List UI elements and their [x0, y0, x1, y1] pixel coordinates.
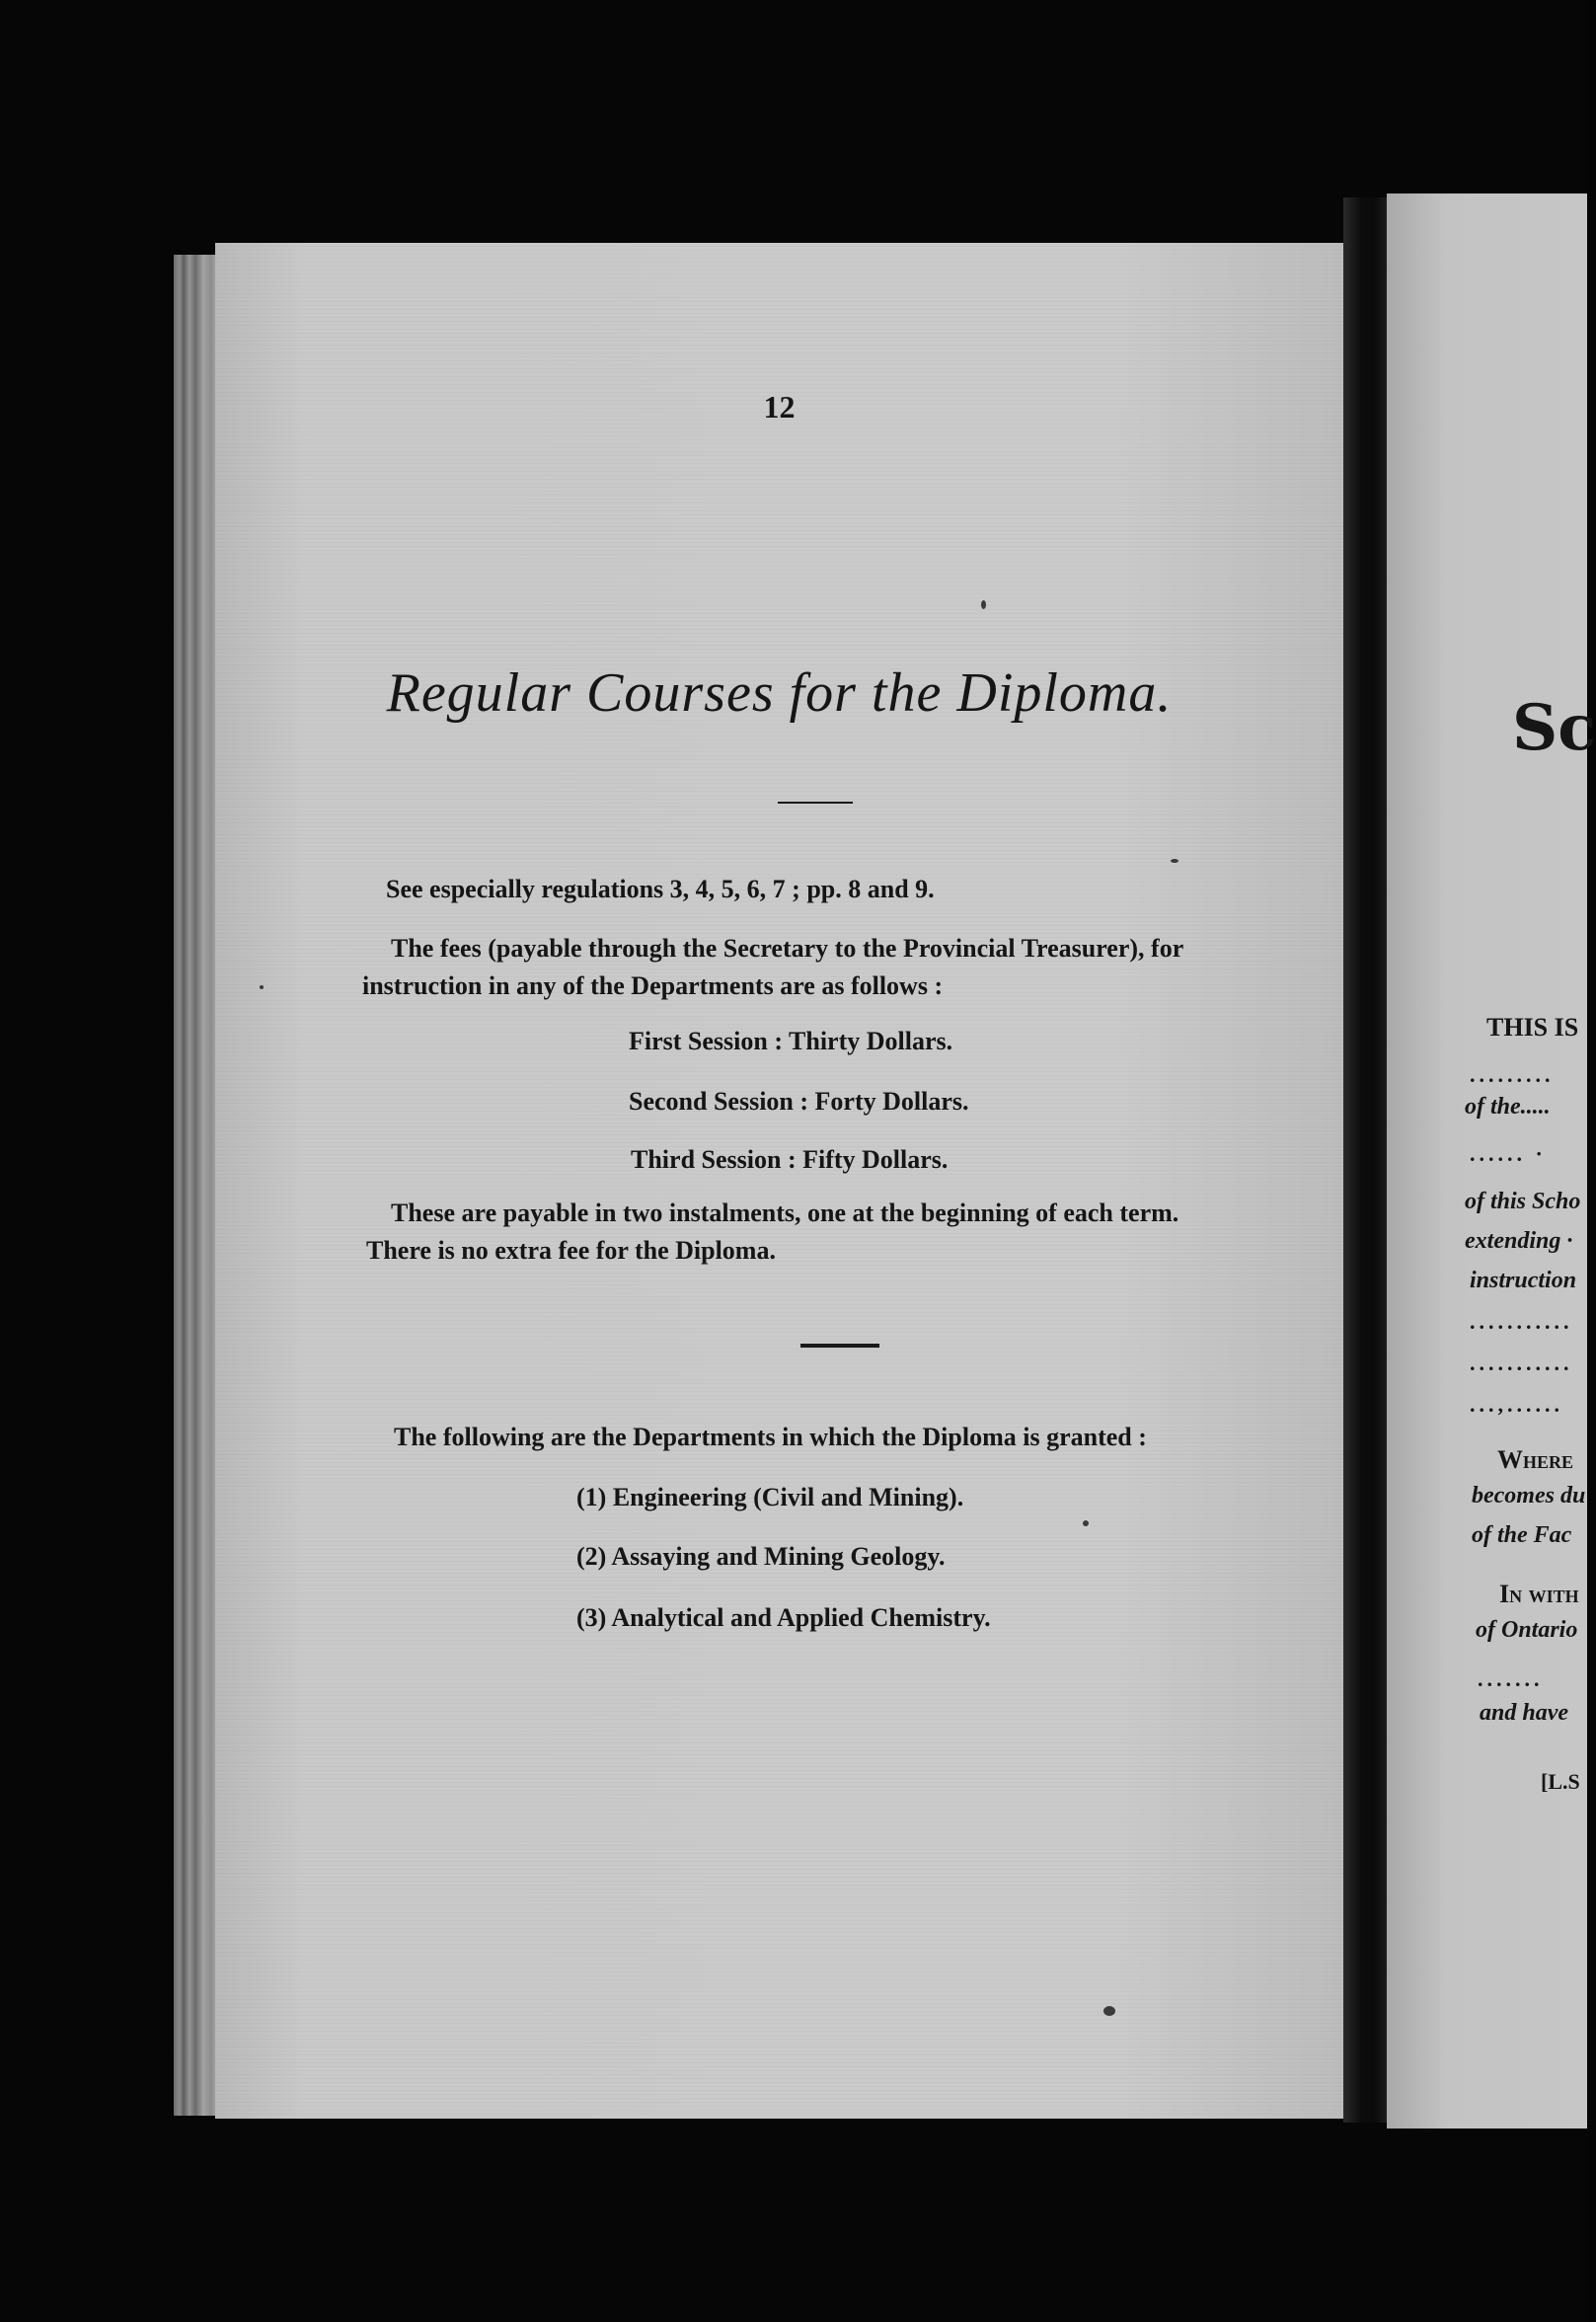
- right-page-dots: ...,......: [1470, 1392, 1563, 1417]
- instalment-paragraph-line: There is no extra fee for the Diploma.: [366, 1236, 776, 1265]
- department-item: (1) Engineering (Civil and Mining).: [576, 1483, 964, 1511]
- right-page-text-fragment: THIS IS: [1486, 1013, 1579, 1042]
- right-page-dots: ...........: [1470, 1309, 1573, 1334]
- right-page-text-fragment: In with: [1499, 1580, 1579, 1608]
- right-page-seal-fragment: [L.S: [1541, 1769, 1580, 1794]
- right-page-dots: .......: [1478, 1666, 1544, 1691]
- right-page-dots: ...... ·: [1470, 1141, 1547, 1166]
- fees-paragraph-line: instruction in any of the Departments are as follows :: [362, 971, 944, 1000]
- session-fee-item: Third Session : Fifty Dollars.: [631, 1145, 949, 1174]
- instalment-paragraph-line: These are payable in two instalments, one at the beginning of each term.: [391, 1199, 1179, 1227]
- right-page-text-fragment: of the Fac: [1472, 1522, 1572, 1548]
- department-item: (2) Assaying and Mining Geology.: [576, 1542, 946, 1571]
- session-fee-item: Second Session : Forty Dollars.: [629, 1087, 969, 1116]
- page-edges: [174, 255, 219, 2116]
- department-item: (3) Analytical and Applied Chemistry.: [576, 1603, 991, 1632]
- session-fee-item: First Session : Thirty Dollars.: [629, 1027, 953, 1055]
- left-page: [215, 243, 1343, 2119]
- fees-paragraph-line: The fees (payable through the Secretary to the Provincial Treasurer), for: [391, 934, 1184, 963]
- right-page-text-fragment: instruction: [1470, 1268, 1577, 1293]
- paper-speck: [1103, 2006, 1115, 2016]
- right-page-text-fragment: extending ·: [1465, 1228, 1573, 1254]
- right-page-dots: .........: [1470, 1062, 1555, 1087]
- regulations-note: See especially regulations 3, 4, 5, 6, 7 ; pp. 8 and 9.: [386, 875, 935, 903]
- page-number: 12: [763, 389, 796, 425]
- right-page-text-fragment: of this Scho: [1465, 1189, 1581, 1214]
- section-divider-rule: [800, 1344, 879, 1348]
- book-gutter: [1343, 197, 1387, 2123]
- right-page-text-fragment: Where: [1497, 1445, 1574, 1474]
- paper-speck: [1083, 1520, 1089, 1526]
- departments-intro: The following are the Departments in which the Diploma is granted :: [394, 1423, 1147, 1451]
- right-page-edge: [1387, 194, 1596, 2128]
- right-page-text-fragment: becomes du: [1472, 1483, 1586, 1509]
- right-page-dots: ...........: [1470, 1351, 1573, 1375]
- right-page-text-fragment: of Ontario: [1476, 1617, 1578, 1643]
- right-page-text-fragment: of the.....: [1465, 1094, 1551, 1120]
- right-page-text-fragment: and have: [1480, 1700, 1568, 1726]
- page-heading: Regular Courses for the Diploma.: [386, 662, 1173, 724]
- paper-speck: [981, 600, 986, 609]
- paper-speck: [1171, 859, 1178, 863]
- right-page-title-fragment: Sc: [1512, 691, 1596, 765]
- paper-speck: [260, 985, 264, 989]
- divider-rule: [778, 802, 853, 804]
